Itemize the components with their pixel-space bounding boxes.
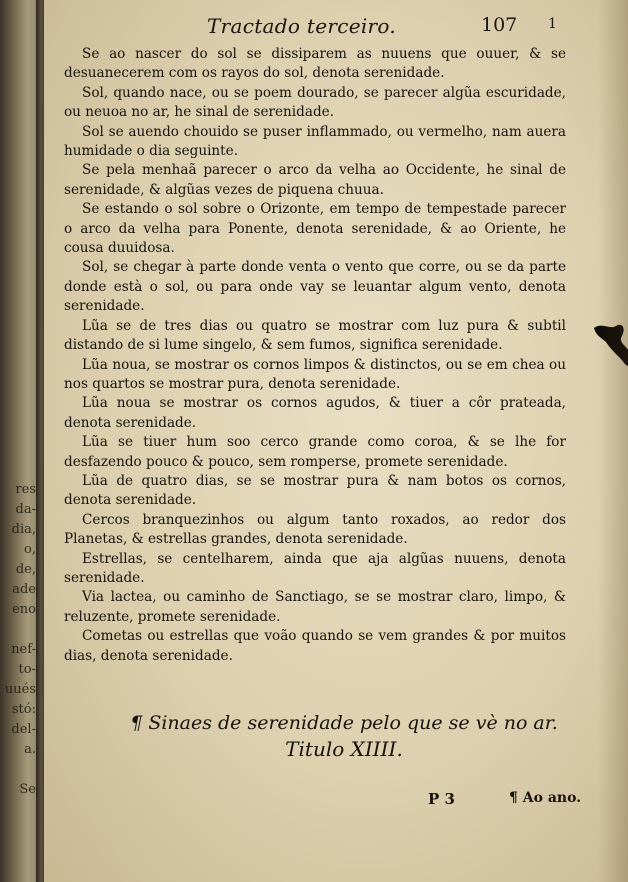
running-head: Tractado terceiro. bbox=[207, 14, 397, 38]
section-subtitle: Titulo XIIII. bbox=[285, 737, 403, 761]
paragraph: Cercos branquezinhos ou algum tanto roxados, ao redor dos Planetas, & estrellas grandes, denota serenidade. bbox=[64, 511, 566, 548]
margin-fragment: res bbox=[15, 482, 36, 497]
margin-fragment: a. bbox=[24, 742, 36, 757]
catchword: ¶ Ao ano. bbox=[509, 790, 582, 806]
margin-fragment bbox=[0, 760, 36, 780]
paragraph: Lũa se de tres dias ou quatro se mostrar com luz pura & subtil distando de si lume singelo, & sem fumos, significa serenidade. bbox=[64, 317, 566, 354]
paragraph: Se estando o sol sobre o Orizonte, em tempo de tempestade parecer o arco da velha para Ponente, denota serenidade, & ao Oriente, he cousa duuidosa. bbox=[64, 201, 566, 257]
margin-fragment: ade bbox=[12, 582, 36, 597]
paragraph: Via lactea, ou caminho de Sanctiago, se se mostrar claro, limpo, & reluzente, promete serenidade. bbox=[64, 589, 566, 625]
margin-fragment: eno bbox=[12, 602, 36, 617]
paragraph: Lũa noua se mostrar os cornos agudos, & tiuer a côr prateada, denota serenidade. bbox=[64, 395, 566, 431]
paragraph: Se ao nascer do sol se dissiparem as nuuens que ouuer, & se desuanecerem com os rayos do sol, denota serenidade. bbox=[64, 46, 566, 82]
margin-fragment: stó: bbox=[11, 702, 36, 717]
margin-fragment: de, bbox=[15, 562, 36, 577]
facing-page-edge bbox=[0, 0, 40, 882]
paragraph: Sol, quando nace, ou se poem dourado, se parecer algũa escuridade, ou neuoa no ar, he sinal de serenidade. bbox=[64, 84, 566, 121]
facing-page-margin-fragments bbox=[0, 480, 36, 800]
page-header bbox=[44, 14, 628, 40]
paragraph: Sol se auendo chouido se puser inflammado, ou vermelho, nam auera humidade o dia seguinte. bbox=[64, 123, 566, 160]
paragraph: Sol, se chegar à parte donde venta o vento que corre, ou se da parte donde està o sol, ou para onde vay se leuantar algum vento, denota serenidade. bbox=[64, 259, 566, 315]
margin-fragment: da- bbox=[15, 502, 36, 517]
margin-fragment: o, bbox=[24, 542, 36, 557]
paragraph: Lũa se tiuer hum soo cerco grande como coroa, & se lhe for desfazendo pouco & pouco, sem romperse, promete serenidade. bbox=[64, 434, 566, 470]
paragraph: Se pela menhaã parecer o arco da velha ao Occidente, he sinal de serenidade, & algũas vezes de piquena chuua. bbox=[64, 162, 566, 198]
body-text bbox=[64, 45, 566, 666]
paragraph: Cometas ou estrellas que voão quando se vem grandes & por muitos dias, denota serenidade. bbox=[64, 628, 566, 664]
margin-fragment bbox=[0, 620, 36, 640]
paragraph: Lũa de quatro dias, se se mostrar pura & nam botos os cornos, denota serenidade. bbox=[64, 472, 566, 509]
paragraph: Estrellas, se centelharem, ainda que aja algũas nuuens, denota serenidade. bbox=[64, 550, 566, 586]
margin-fragment: to- bbox=[18, 662, 36, 677]
section-heading bbox=[124, 710, 564, 762]
margin-fragment: uués bbox=[4, 682, 36, 697]
section-title: ¶ Sinaes de serenidade pelo que se vè no ar. bbox=[130, 712, 558, 734]
page-edge-shadow bbox=[598, 0, 628, 882]
margin-fragment: Se bbox=[19, 782, 36, 797]
page-number: 107 bbox=[481, 14, 518, 36]
margin-fragment: nef- bbox=[11, 642, 36, 657]
signature-mark: P 3 bbox=[428, 790, 455, 808]
corner-mark: 1 bbox=[548, 16, 557, 32]
book-page bbox=[44, 0, 628, 882]
margin-fragment: dia, bbox=[11, 522, 36, 537]
paragraph: Lũa noua, se mostrar os cornos limpos & distinctos, ou se em chea ou nos quartos se mostrar pura, denota serenidade. bbox=[64, 356, 566, 392]
margin-fragment: del- bbox=[11, 722, 36, 737]
